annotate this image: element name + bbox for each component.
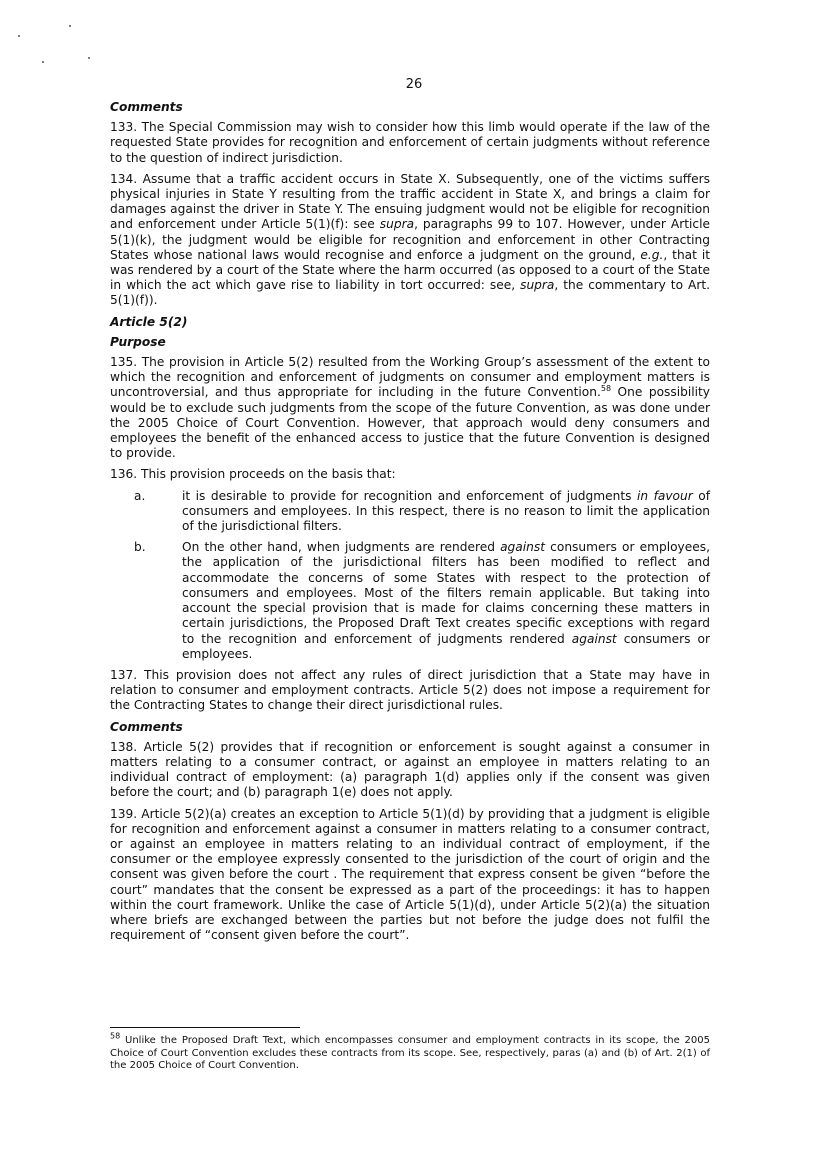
text-run: of consumers and employees. In this respect, there is no reason to limit the application of the jurisdictional filters. [182,488,710,534]
section-heading: Comments [110,719,183,734]
italic-text: against [500,540,546,555]
text-run: 135. The provision in Article 5(2) resulted from the Working Group’s assessment of the extent to which the recognition and enforcement of judgments on consumer and employment matters is uncontroversial, and thus appropriate for including in the future Convention. [110,355,710,400]
italic-text: e.g. [640,247,664,262]
scan-speck [88,57,90,59]
text-run: it is desirable to provide for recognition and enforcement of judgments [182,488,637,503]
paragraph [110,740,710,801]
italic-text: supra [520,278,555,293]
italic-text: in favour [636,488,693,503]
paragraph [110,668,710,714]
footnote-separator [110,1027,300,1028]
list-item [110,540,710,662]
footnote-number: 58 [110,1031,121,1041]
scan-speck [42,61,44,63]
text-run: 138. Article 5(2) provides that if recognition or enforcement is sought against a consumer in matters relating to a consumer contract, or against an employee in matters relating to an individual contract of employment: (a) paragraph 1(d) applies only if the consent was given before the court; and (b) paragraph 1(e) does not apply. [110,739,710,800]
text-run: 137. This provision does not affect any rules of direct jurisdiction that a State may have in relation to consumer and employment contracts. Article 5(2) does not impose a requirement for the Contracting States to change their direct jurisdictional rules. [110,667,710,713]
section-heading: Purpose [110,334,166,349]
paragraph [110,120,710,166]
footnote [110,1031,710,1073]
italic-text: against [571,631,617,646]
text-run: consumers or employees. [182,631,711,661]
paragraph [110,172,710,309]
text-run: , the commentary to Art. 5(1)(f)). [110,278,710,308]
document-body [110,100,710,949]
text-run: On the other hand, when judgments are rendered [182,540,501,555]
page-number: 26 [405,77,423,92]
text-run: 136. This provision proceeds on the basis that: [110,467,396,482]
section-heading: Comments [110,100,183,114]
footnote-ref: 58 [600,384,612,394]
paragraph [110,467,710,482]
text-run: , paragraphs 99 to 107. However, under Article 5(1)(k), the judgment would be eligible for recognition and enforcement in other Contracting States whose national laws would recognise and enforce a judgment on the ground, [110,217,710,262]
text-run: , that it was rendered by a court of the State where the harm occurred (as opposed to a court of the State in which the act which gave rise to liability in tort occurred: see, [110,247,710,293]
list-marker: b. [134,540,146,555]
scan-speck [18,35,20,37]
text-run: One possibility would be to exclude such judgments from the scope of the future Convention, as was done under the 2005 Choice of Court Convention. However, that approach would deny consumers and employees the benefit of the enhanced access to justice that the future Convention is designed to provide. [110,385,710,461]
footnote-text: Unlike the Proposed Draft Text, which encompasses consumer and employment contracts in its scope, the 2005 Choice of Court Convention excludes these contracts from its scope. See, respectively, paras (a) and (b) of Art. 2(1) of the 2005 Choice of Court Convention. [110,1035,710,1071]
paragraph [110,355,710,461]
text-run: 134. Assume that a traffic accident occurs in State X. Subsequently, one of the victims suffers physical injuries in State Y resulting from the traffic accident in State X, and brings a claim for damages against the driver in State Y. The ensuing judgment would not be eligible for recognition and enforcement under Article 5(1)(f): see [110,171,710,232]
text-run: 139. Article 5(2)(a) creates an exception to Article 5(1)(d) by providing that a judgment is eligible for recognition and enforcement against a consumer in matters relating to a consumer contract, or against an employee in matters relating to an individual contract of employment, if the consumer or the employee expressly consented to the jurisdiction of the court of origin and the consent was given before the court . The requirement that express consent be given “before the court” mandates that the consent be expressed as a part of the proceedings: it has to happen within the court framework. Unlike the case of Article 5(1)(d), under Article 5(2)(a) the situation where briefs are exchanged between the parties but not before the judge does not fulfil the requirement of “consent given before the court”. [110,806,710,943]
text-run: consumers or employees, the application of the jurisdictional filters has been modified to reflect and accommodate the concerns of some States with respect to the protection of consumers and employees. Most of the filters remain applicable. But taking into account the special provision that is made for claims concerning these matters in certain jurisdictions, the Proposed Draft Text creates specific exceptions with regard to the recognition and enforcement of judgments rendered [182,540,710,646]
italic-text: supra [379,217,415,232]
paragraph [110,807,710,944]
text-run: 133. The Special Commission may wish to consider how this limb would operate if the law of the requested State provides for recognition and enforcement of certain judgments without reference to the question of indirect jurisdiction. [110,120,710,165]
list-marker: a. [134,488,146,503]
section-heading: Article 5(2) [110,314,188,329]
list-item [110,489,710,535]
scan-speck [69,25,71,27]
